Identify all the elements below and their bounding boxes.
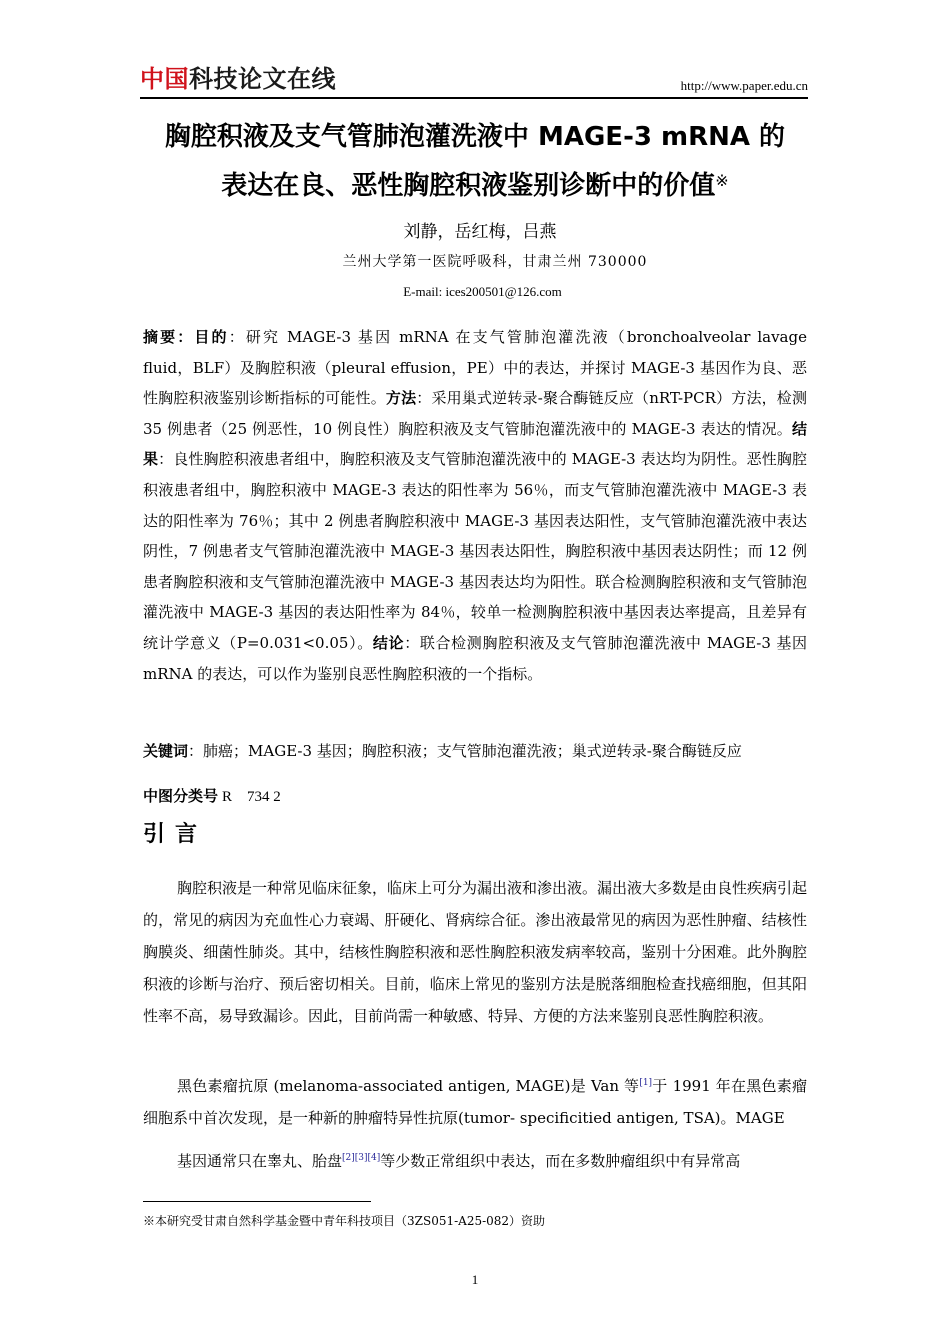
intro-paragraph-2-part-a: 黑色素瘤抗原 (melanoma-associated antigen, MAGE)是 Van 等 (177, 1077, 640, 1095)
title-footnote-mark: ※ (715, 171, 729, 190)
paper-title-line-2 (130, 173, 820, 199)
header-divider (140, 97, 808, 99)
clc-value: R 734 2 (222, 789, 281, 805)
keywords-label: 关键词 (143, 742, 189, 760)
paper-title-line-1: 胸腔积液及支气管肺泡灌洗液中 MAGE-3 mRNA 的 (164, 122, 786, 152)
author-email: E-mail: ices200501@126.com (403, 284, 562, 299)
abstract-method-text: ：采用巢式逆转录-聚合酶链反应（nRT-PCR）方法，检测 35 例患者（25 例恶性，10 例良性）胸腔积液及支气管肺泡灌洗液中的 MAGE-3 表达的情况。 (143, 389, 807, 438)
footnote: ※本研究受甘肃自然科学基金暨中青年科技项目（3ZS051-A25-082）资助 (143, 1214, 546, 1228)
intro-paragraph-3-part-b: 等少数正常组织中表达，而在多数肿瘤组织中有异常高 (380, 1152, 741, 1170)
abstract-label: 摘要： (143, 328, 195, 346)
logo-black-text: 科技论文在线 (189, 65, 336, 93)
intro-paragraph-2-part-b: 于 1991 年在黑色素瘤细胞系中首次发现，是一种新的肿瘤特异性抗原(tumor- specificitied antigen, TSA)。MAGE (143, 1077, 807, 1127)
intro-paragraph-2 (143, 1070, 807, 1134)
abstract-conclusion-text: ：联合检测胸腔积液及支气管肺泡灌洗液中 MAGE-3 基因 mRNA 的表达，可以作为鉴别良恶性胸腔积液的一个指标。 (143, 633, 807, 683)
abstract-purpose-text: ：研究 MAGE-3 基因 mRNA 在支气管肺泡灌洗液（bronchoalveolar lavage fluid，BLF）及胸腔积液（pleural effusion，PE）中的表达，并探讨 MAGE-3 基因作为良、恶性胸腔积液鉴别诊断指标的可能性。 (143, 328, 807, 408)
abstract-purpose-label: 目的 (194, 328, 229, 346)
intro-paragraph-3-part-a: 基因通常只在睾丸、胎盘 (177, 1152, 343, 1170)
affiliation: 兰州大学第一医院呼吸科，甘肃兰州 730000 (342, 254, 648, 270)
intro-paragraph-1: 胸腔积液是一种常见临床征象，临床上可分为漏出液和渗出液。漏出液大多数是由良性疾病引起的，常见的病因为充血性心力衰竭、肝硬化、肾病综合征。渗出液最常见的病因为恶性肿瘤、结核性胸膜炎、细菌性肺炎。其中，结核性胸腔积液和恶性胸腔积液发病率较高，鉴别十分困难。此外胸腔积液的诊断与治疗、预后密切相关。目前，临床上常见的鉴别方法是脱落细胞检查找癌细胞，但其阳性率不高，易导致漏诊。因此，目前尚需一种敏感、特异、方便的方法来鉴别良恶性胸腔积液。 (143, 879, 808, 1025)
page-number: 1 (471, 1272, 479, 1287)
site-logo[interactable] (140, 67, 336, 91)
abstract-result-text: ：良性胸腔积液患者组中，胸腔积液及支气管肺泡灌洗液中的 MAGE-3 表达均为阴性。恶性胸腔积液患者组中，胸腔积液中 MAGE-3 表达的阳性率为 56％，而支气管肺泡灌洗液中 MAGE-3 表达的阳性率为 76％；其中 2 例患者胸腔积液中 MAGE-3 基因表达阳性，支气管肺泡灌洗液中表达阴性，7 例患者支气管肺泡灌洗液中 MAGE-3 基因表达阳性，胸腔积液中基因表达阴性；而 12 例患者胸腔积液和支气管肺泡灌洗液中 MAGE-3 基因表达均为阳性。联合检测胸腔积液和支气管肺泡灌洗液中 MAGE-3 基因的表达阳性率为 84％，较单一检测胸腔积液中基因表达率提高，且差异有统计学意义（P=0.031<0.05）。 (143, 450, 807, 652)
abstract-result-label: 结果 (143, 419, 807, 469)
intro-paragraph-3 (143, 1145, 807, 1177)
site-url[interactable]: http://www.paper.edu.cn (680, 78, 808, 93)
keywords (143, 737, 807, 765)
abstract (143, 322, 807, 689)
citation-link[interactable]: [1] (639, 1078, 653, 1088)
classification-number (143, 782, 281, 811)
keywords-text: ：肺癌；MAGE-3 基因；胸腔积液；支气管肺泡灌洗液；巢式逆转录-聚合酶链反应 (188, 742, 742, 760)
clc-label: 中图分类号 (143, 787, 219, 805)
paper-title-line-2-text: 表达在良、恶性胸腔积液鉴别诊断中的价值 (221, 171, 716, 201)
section-heading-introduction: 引言 (143, 822, 208, 847)
citation-link[interactable]: [2][3][4] (342, 1153, 381, 1163)
abstract-method-label: 方法 (385, 389, 417, 408)
abstract-conclusion-label: 结论 (372, 633, 405, 652)
footnote-divider (143, 1201, 371, 1202)
logo-red-text: 中国 (140, 65, 189, 93)
authors: 刘静，岳红梅，吕燕 (403, 222, 557, 242)
